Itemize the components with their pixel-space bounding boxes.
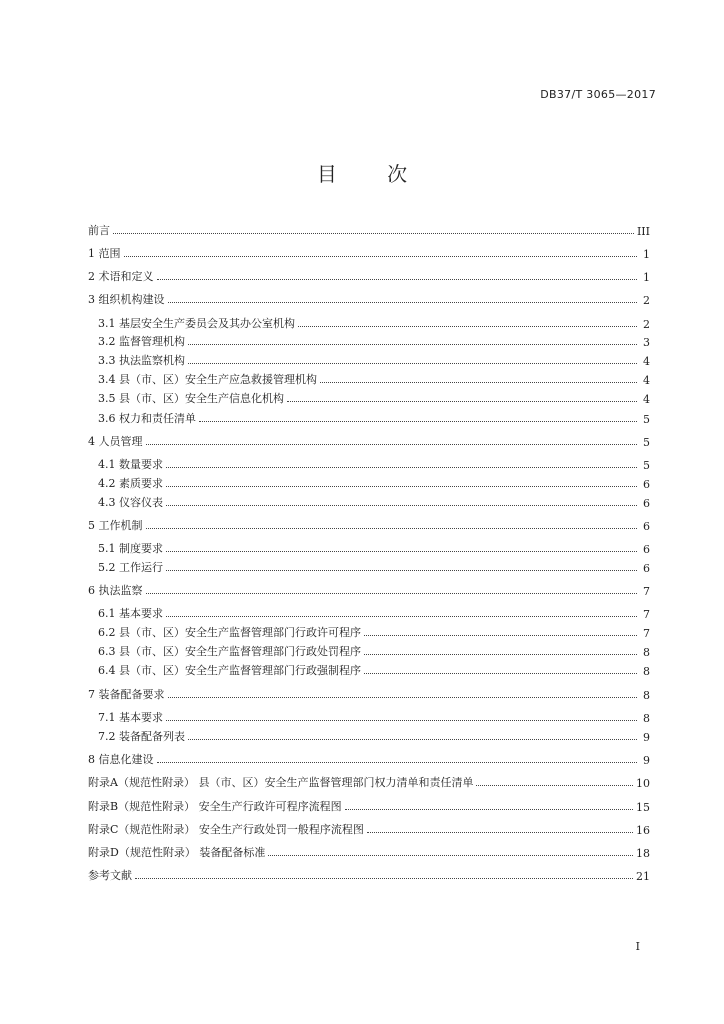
toc-entry-label: 7 装备配备要求 bbox=[88, 688, 165, 701]
toc-entry[interactable] bbox=[88, 580, 650, 598]
toc-entry[interactable] bbox=[98, 622, 650, 640]
toc-leader-dots bbox=[199, 421, 637, 422]
toc-entry-label: 2 术语和定义 bbox=[88, 270, 154, 283]
toc-leader-dots bbox=[345, 809, 633, 810]
toc-leader-dots bbox=[166, 486, 637, 487]
toc-leader-dots bbox=[188, 344, 637, 345]
toc-leader-dots bbox=[146, 593, 638, 594]
toc-entry-page: 6 bbox=[643, 543, 650, 556]
toc-entry-label: 参考文献 bbox=[88, 869, 132, 882]
toc-entry[interactable] bbox=[88, 266, 650, 284]
toc-entry-label: 3.2 监督管理机构 bbox=[98, 335, 185, 348]
toc-entry-page: 2 bbox=[643, 318, 650, 331]
toc-entry[interactable] bbox=[88, 772, 650, 790]
toc-leader-dots bbox=[168, 302, 638, 303]
toc-entry[interactable] bbox=[88, 796, 650, 814]
toc-entry-label: 4 人员管理 bbox=[88, 435, 143, 448]
toc-entry-label: 前言 bbox=[88, 224, 110, 237]
toc-entry-label: 3 组织机构建设 bbox=[88, 293, 165, 306]
toc-leader-dots bbox=[157, 279, 638, 280]
toc-entry-page: 21 bbox=[636, 870, 650, 883]
toc-entry-page: 10 bbox=[636, 777, 650, 790]
toc-entry[interactable] bbox=[88, 865, 650, 883]
toc-entry[interactable] bbox=[88, 289, 650, 307]
toc-entry-label: 5 工作机制 bbox=[88, 519, 143, 532]
toc-entry-label: 4.1 数量要求 bbox=[98, 458, 163, 471]
toc-entry-page: 7 bbox=[643, 627, 650, 640]
toc-entry-page: 16 bbox=[636, 824, 650, 837]
toc-entry-page: 7 bbox=[643, 585, 650, 598]
toc-entry-label: 附录C（规范性附录） 安全生产行政处罚一般程序流程图 bbox=[88, 823, 364, 836]
toc-entry-label: 3.3 执法监察机构 bbox=[98, 354, 185, 367]
toc-leader-dots bbox=[166, 720, 637, 721]
toc-entry-page: 8 bbox=[643, 665, 650, 678]
toc-entry[interactable] bbox=[98, 408, 650, 426]
toc-entry-page: 6 bbox=[643, 562, 650, 575]
toc-entry-page: 1 bbox=[643, 248, 650, 261]
toc-entry-page: 8 bbox=[643, 646, 650, 659]
toc-entry-label: 8 信息化建设 bbox=[88, 753, 154, 766]
toc-entry-label: 附录A（规范性附录） 县（市、区）安全生产监督管理部门权力清单和责任清单 bbox=[88, 776, 474, 789]
toc-entry-label: 7.2 装备配备列表 bbox=[98, 730, 185, 743]
toc-entry-page: 4 bbox=[643, 355, 650, 368]
toc-entry-label: 6.4 县（市、区）安全生产监督管理部门行政强制程序 bbox=[98, 664, 361, 677]
toc-leader-dots bbox=[364, 635, 637, 636]
toc-entry[interactable] bbox=[88, 220, 650, 238]
toc-entry-label: 5.1 制度要求 bbox=[98, 542, 163, 555]
toc-entry-label: 3.4 县（市、区）安全生产应急救援管理机构 bbox=[98, 373, 317, 386]
toc-entry-label: 6 执法监察 bbox=[88, 584, 143, 597]
toc-entry[interactable] bbox=[88, 819, 650, 837]
toc-leader-dots bbox=[298, 326, 637, 327]
toc-leader-dots bbox=[146, 528, 638, 529]
toc-entry-page: 4 bbox=[643, 393, 650, 406]
toc-leader-dots bbox=[188, 739, 637, 740]
toc-entry[interactable] bbox=[98, 726, 650, 744]
toc-leader-dots bbox=[166, 551, 637, 552]
page-title: 目 次 bbox=[316, 162, 430, 186]
toc-leader-dots bbox=[113, 233, 634, 234]
toc-entry-page: 5 bbox=[643, 459, 650, 472]
toc-entry-label: 3.6 权力和责任清单 bbox=[98, 412, 196, 425]
toc-entry-page: 6 bbox=[643, 520, 650, 533]
toc-leader-dots bbox=[364, 654, 637, 655]
toc-entry[interactable] bbox=[98, 641, 650, 659]
toc-entry[interactable] bbox=[88, 243, 650, 261]
toc-leader-dots bbox=[268, 855, 633, 856]
toc-entry-page: 18 bbox=[636, 847, 650, 860]
toc-entry-label: 3.5 县（市、区）安全生产信息化机构 bbox=[98, 392, 284, 405]
toc-entry[interactable] bbox=[98, 388, 650, 406]
toc-leader-dots bbox=[166, 505, 637, 506]
toc-leader-dots bbox=[367, 832, 633, 833]
toc-entry[interactable] bbox=[98, 557, 650, 575]
toc-entry[interactable] bbox=[88, 842, 650, 860]
toc-leader-dots bbox=[146, 444, 638, 445]
toc-entry-page: 3 bbox=[643, 336, 650, 349]
toc-entry-label: 3.1 基层安全生产委员会及其办公室机构 bbox=[98, 317, 295, 330]
toc-entry-label: 附录B（规范性附录） 安全生产行政许可程序流程图 bbox=[88, 800, 342, 813]
toc-entry-page: III bbox=[636, 225, 650, 238]
toc-leader-dots bbox=[166, 616, 637, 617]
toc-entry[interactable] bbox=[98, 454, 650, 472]
toc-entry-label: 6.1 基本要求 bbox=[98, 607, 163, 620]
toc-entry[interactable] bbox=[98, 350, 650, 368]
page-number: I bbox=[635, 940, 640, 953]
toc-entry-page: 8 bbox=[643, 712, 650, 725]
toc-entry[interactable] bbox=[98, 473, 650, 491]
toc-leader-dots bbox=[287, 401, 637, 402]
toc-leader-dots bbox=[124, 256, 638, 257]
toc-entry-label: 7.1 基本要求 bbox=[98, 711, 163, 724]
toc-entry-page: 7 bbox=[643, 608, 650, 621]
toc-leader-dots bbox=[166, 570, 637, 571]
document-code: DB37/T 3065—2017 bbox=[540, 88, 656, 101]
toc-entry-page: 5 bbox=[643, 436, 650, 449]
toc-entry-page: 9 bbox=[643, 731, 650, 744]
toc-leader-dots bbox=[364, 673, 637, 674]
toc-entry-label: 1 范围 bbox=[88, 247, 121, 260]
toc-entry-label: 附录D（规范性附录） 装备配备标准 bbox=[88, 846, 266, 859]
toc-leader-dots bbox=[166, 467, 637, 468]
toc-entry-page: 4 bbox=[643, 374, 650, 387]
toc-entry-label: 6.3 县（市、区）安全生产监督管理部门行政处罚程序 bbox=[98, 645, 361, 658]
toc-entry[interactable] bbox=[98, 538, 650, 556]
toc-entry[interactable] bbox=[98, 492, 650, 510]
toc-entry[interactable] bbox=[88, 431, 650, 449]
toc-entry-page: 2 bbox=[643, 294, 650, 307]
toc-entry-label: 6.2 县（市、区）安全生产监督管理部门行政许可程序 bbox=[98, 626, 361, 639]
toc-entry[interactable] bbox=[98, 707, 650, 725]
toc-entry-page: 8 bbox=[643, 689, 650, 702]
toc-leader-dots bbox=[188, 363, 637, 364]
toc-entry-page: 1 bbox=[643, 271, 650, 284]
toc-entry[interactable] bbox=[88, 749, 650, 767]
toc-entry[interactable] bbox=[98, 603, 650, 621]
toc-entry-label: 4.3 仪容仪表 bbox=[98, 496, 163, 509]
toc-leader-dots bbox=[168, 697, 638, 698]
toc-entry[interactable] bbox=[98, 313, 650, 331]
toc-entry[interactable] bbox=[88, 684, 650, 702]
toc-leader-dots bbox=[476, 785, 633, 786]
toc-entry[interactable] bbox=[98, 369, 650, 387]
toc-entry[interactable] bbox=[98, 331, 650, 349]
toc-entry-label: 4.2 素质要求 bbox=[98, 477, 163, 490]
toc-entry[interactable] bbox=[88, 515, 650, 533]
toc-entry-page: 9 bbox=[643, 754, 650, 767]
toc-leader-dots bbox=[135, 878, 633, 879]
toc-entry-page: 15 bbox=[636, 801, 650, 814]
toc-entry-page: 6 bbox=[643, 478, 650, 491]
toc-entry-page: 6 bbox=[643, 497, 650, 510]
toc-entry[interactable] bbox=[98, 660, 650, 678]
toc-entry-page: 5 bbox=[643, 413, 650, 426]
toc-leader-dots bbox=[320, 382, 637, 383]
toc-leader-dots bbox=[157, 762, 638, 763]
toc-entry-label: 5.2 工作运行 bbox=[98, 561, 163, 574]
